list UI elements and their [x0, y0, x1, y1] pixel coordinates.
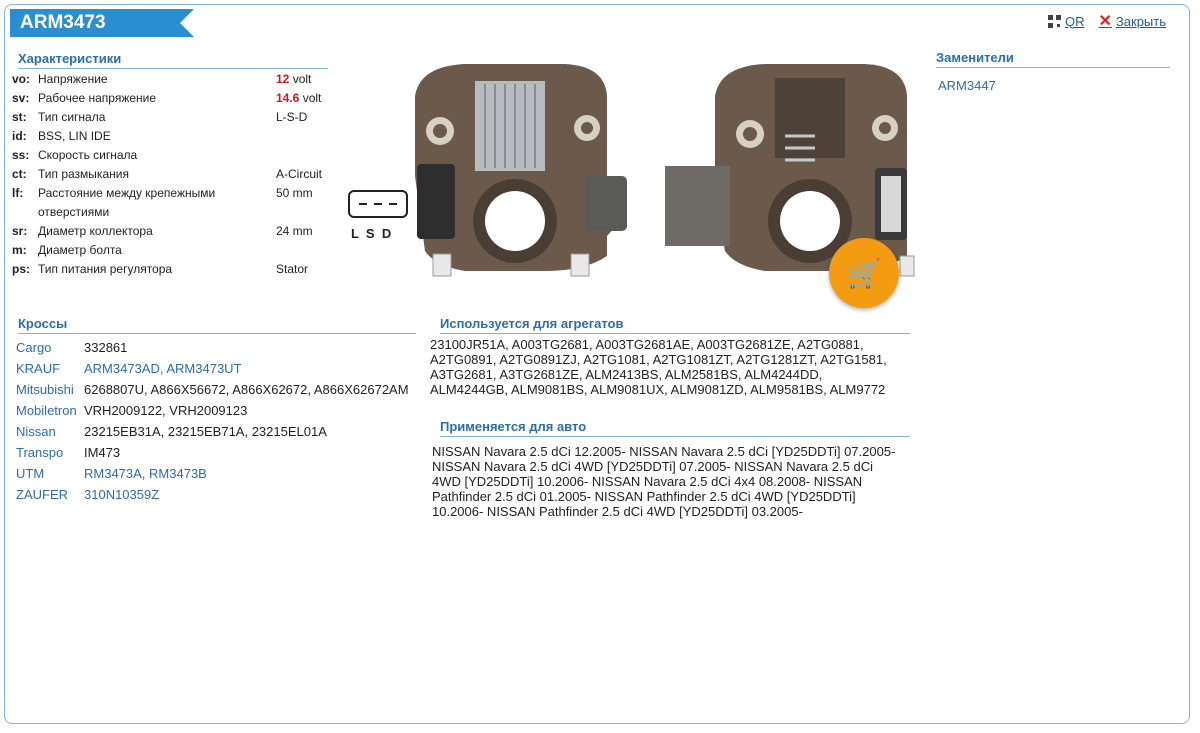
cross-codes: 23215EB31A, 23215EB71A, 23215EL01A: [84, 424, 327, 439]
applied-to-heading: Применяется для авто: [440, 419, 910, 437]
cross-brand: Mobiletron: [16, 403, 77, 418]
cross-row: [16, 361, 416, 377]
char-row: lf: Расстояние между крепежными отверстиями 50 mm: [12, 186, 313, 219]
cross-brand: UTM: [16, 466, 45, 481]
crosses-heading: Кроссы: [18, 316, 416, 334]
regulator-front-view: [415, 64, 627, 276]
cross-row: [16, 382, 416, 398]
cross-codes-link[interactable]: ARM3473AD, ARM3473UT: [84, 361, 242, 376]
char-row: id: BSS, LIN IDE: [12, 129, 111, 143]
cross-codes: 332861: [84, 340, 128, 355]
cross-codes-link[interactable]: RM3473A, RM3473B: [84, 466, 207, 481]
cross-row: [16, 487, 416, 503]
qr-link[interactable]: [1048, 14, 1085, 29]
cross-brand: Cargo: [16, 340, 52, 355]
cross-row: [16, 340, 416, 356]
cross-codes: VRH2009122, VRH2009123: [84, 403, 248, 418]
cross-row: [16, 466, 416, 482]
characteristics-list: [12, 70, 332, 279]
cross-brand: ZAUFER: [16, 487, 68, 502]
used-for-heading: Используется для агрегатов: [440, 316, 910, 334]
cross-brand: KRAUF: [16, 361, 61, 376]
characteristics-heading: Характеристики: [18, 51, 328, 69]
connector-pins: L S D: [351, 226, 392, 241]
qr-label: QR: [1065, 13, 1085, 29]
top-actions: [1048, 11, 1166, 31]
char-row: ss: Скорость сигнала: [12, 148, 138, 162]
cross-codes: IM473: [84, 445, 121, 460]
char-row: sv: Рабочее напряжение 14.6 volt: [12, 91, 322, 105]
qr-icon: [1048, 15, 1061, 28]
cross-row: [16, 424, 416, 440]
cross-brand: Nissan: [16, 424, 56, 439]
char-row: m: Диаметр болта: [12, 243, 122, 257]
used-for-text: 23100JR51A, A003TG2681, A003TG2681AE, A003TG2681ZE, A2TG0881, A2TG0891, A2TG0891ZJ, A2TG1081, A2TG1081ZT, A2TG1281ZT, A2TG1581, A3TG2681, A3TG2681ZE, ALM2413BS, ALM2581BS, ALM4244DD, ALM4244GB, ALM9081BS, ALM9081UX, ALM9081ZD, ALM9581BS, ALM9772: [430, 337, 887, 397]
char-row: ps: Тип питания регулятора Stator: [12, 262, 309, 276]
char-row: sr: Диаметр коллектора 24 mm: [12, 224, 313, 238]
connector-diagram: [349, 191, 407, 241]
applied-to-text: NISSAN Navara 2.5 dCi 12.2005- NISSAN Navara 2.5 dCi [YD25DDTi] 07.2005- NISSAN Navara 2.5 dCi 4WD [YD25DDTi] 07.2005- NISSAN Navara 2.5 dCi 4WD [YD25DDTi] 10.2006- NISSAN Navara 2.5 dCi 4x4 08.2008- NISSAN Pathfinder 2.5 dCi 01.2005- NISSAN Pathfinder 2.5 dCi 4WD [YD25DDTi] 10.2006- NISSAN Pathfinder 2.5 dCi 4WD [YD25DDTi] 03.2005-: [432, 444, 896, 519]
crosses-list: [16, 340, 416, 508]
close-label: Закрыть: [1115, 13, 1166, 29]
cross-brand: Mitsubishi: [16, 382, 74, 397]
replacement-link[interactable]: ARM3447: [938, 78, 996, 93]
replacements-heading: Заменители: [936, 50, 1170, 68]
close-icon: ✕: [1098, 13, 1112, 30]
cross-row: [16, 403, 416, 419]
char-row: vo: Напряжение 12 volt: [12, 72, 312, 86]
char-row: ct: Тип размыкания A-Circuit: [12, 167, 323, 181]
close-link[interactable]: [1099, 11, 1166, 31]
product-title: ARM3473: [10, 9, 180, 37]
cross-row: [16, 445, 416, 461]
add-to-cart-icon: 🛒: [846, 257, 882, 289]
cross-codes: 6268807U, A866X56672, A866X62672, A866X62672AM: [84, 382, 409, 397]
add-to-cart-button[interactable]: [829, 238, 899, 308]
char-row: st: Тип сигнала L-S-D: [12, 110, 308, 124]
cross-codes-link[interactable]: 310N10359Z: [84, 487, 160, 502]
cross-brand: Transpo: [16, 445, 64, 460]
